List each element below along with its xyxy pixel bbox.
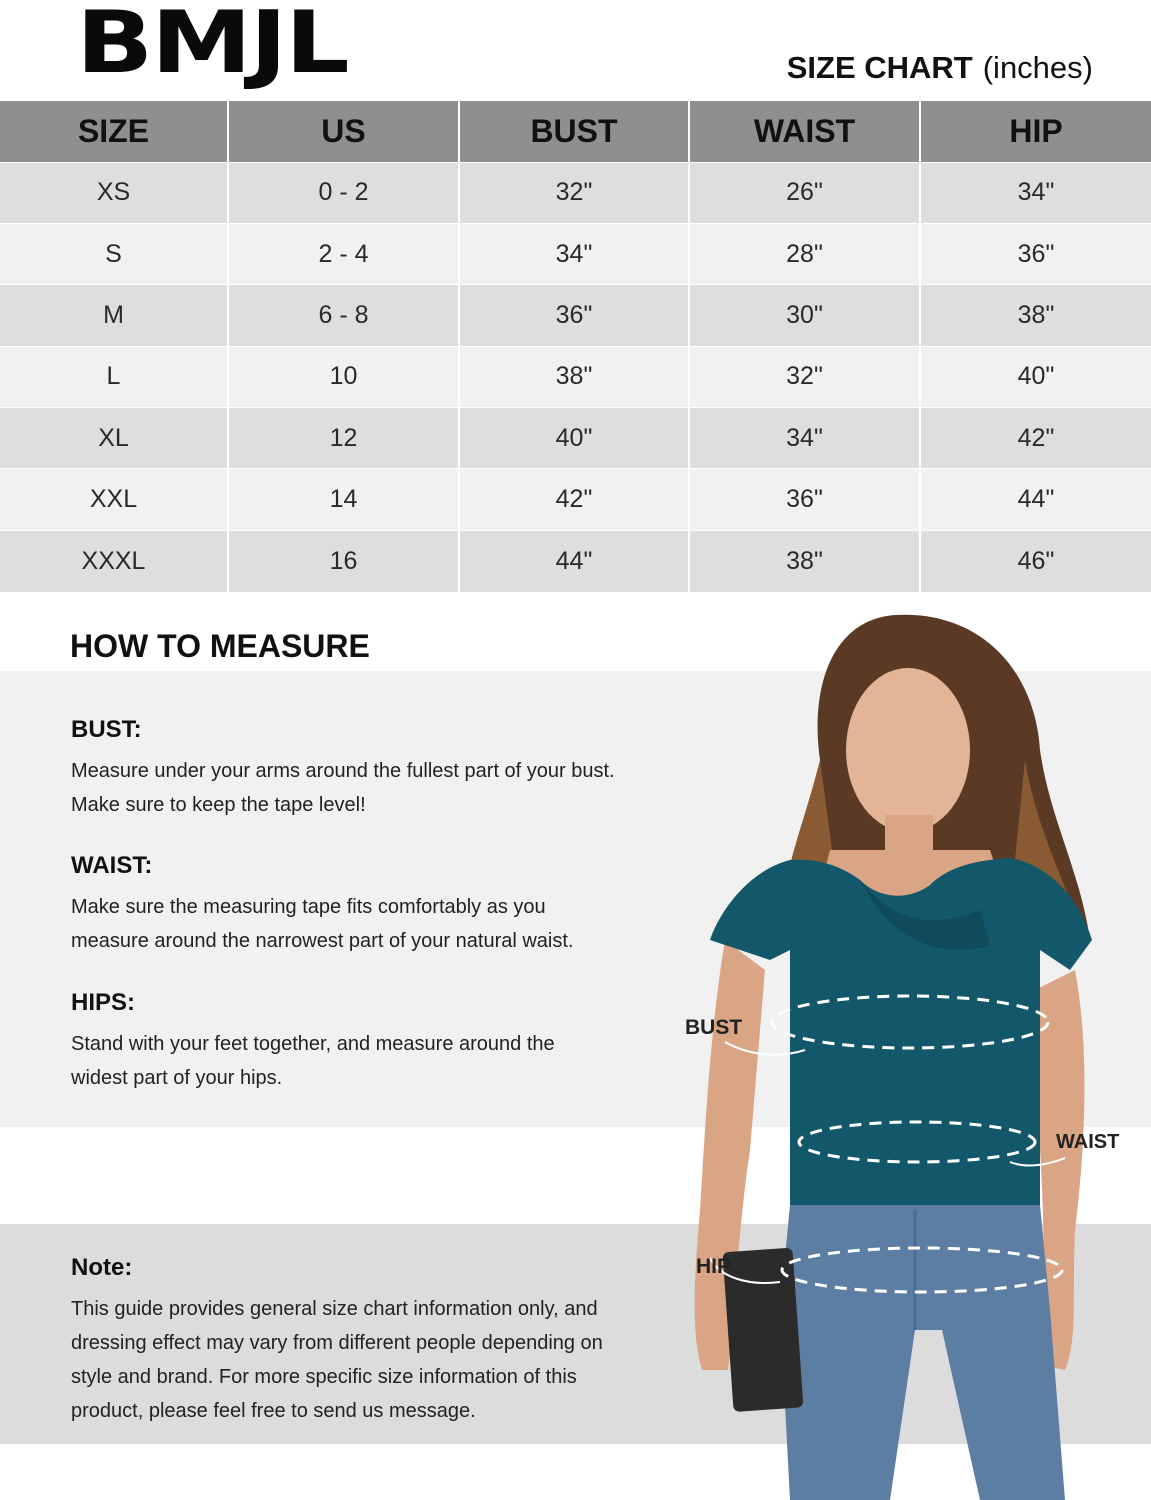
size-chart-title-text: SIZE CHART	[786, 50, 973, 85]
table-row	[0, 223, 1151, 284]
teal-top	[710, 858, 1092, 1205]
table-cell: 34"	[459, 223, 689, 284]
table-row	[0, 530, 1151, 591]
table-cell: 44"	[459, 530, 689, 591]
table-cell: 32"	[689, 346, 920, 407]
table-cell: 34"	[920, 162, 1151, 223]
waist-label: WAIST	[1056, 1131, 1120, 1153]
hips-title: HIPS:	[71, 989, 136, 1016]
table-cell: 28"	[689, 223, 920, 284]
column-header-waist: WAIST	[689, 101, 920, 162]
table-cell: 30"	[689, 285, 920, 346]
table-cell: XXXL	[0, 530, 228, 591]
size-chart-title	[787, 50, 1093, 86]
table-cell: XXL	[0, 469, 228, 530]
clutch-bag	[722, 1248, 803, 1412]
table-cell: 42"	[459, 469, 689, 530]
table-cell: L	[0, 346, 228, 407]
brand-logo: BMJL	[76, 0, 348, 93]
waist-text: Make sure the measuring tape fits comfortably as you measure around the narrowest part of your natural waist.	[71, 896, 574, 952]
hips-instructions	[71, 989, 661, 1095]
table-row	[0, 346, 1151, 407]
table-cell: 16	[228, 530, 459, 591]
bust-label: BUST	[685, 1016, 743, 1039]
note-text: This guide provides general size chart information only, and dressing effect may vary from different people depending on style and brand. For more specific size information of this product, please feel free to send us message.	[71, 1298, 603, 1422]
model-illustration	[680, 610, 1151, 1500]
note-title: Note:	[71, 1254, 133, 1281]
bust-instructions	[71, 716, 661, 822]
table-cell: 40"	[459, 408, 689, 469]
waist-instructions	[71, 852, 661, 958]
hip-label: HIP	[696, 1255, 732, 1278]
table-row	[0, 408, 1151, 469]
table-cell: 44"	[920, 469, 1151, 530]
note-block	[71, 1254, 661, 1428]
table-header-row	[0, 101, 1151, 162]
table-row	[0, 285, 1151, 346]
column-header-size: SIZE	[0, 101, 228, 162]
jeans	[780, 1205, 1065, 1500]
table-cell: 38"	[689, 530, 920, 591]
table-cell: S	[0, 223, 228, 284]
table-row	[0, 162, 1151, 223]
table-cell: 46"	[920, 530, 1151, 591]
table-cell: 12	[228, 408, 459, 469]
table-row	[0, 469, 1151, 530]
column-header-hip: HIP	[920, 101, 1151, 162]
table-cell: 26"	[689, 162, 920, 223]
table-cell: 40"	[920, 346, 1151, 407]
size-chart-unit: (inches)	[982, 50, 1093, 85]
table-cell: 6 - 8	[228, 285, 459, 346]
table-cell: 36"	[459, 285, 689, 346]
waist-title: WAIST:	[71, 852, 153, 879]
hips-text: Stand with your feet together, and measure around the widest part of your hips.	[71, 1033, 555, 1089]
column-header-bust: BUST	[459, 101, 689, 162]
table-cell: 38"	[459, 346, 689, 407]
size-table	[0, 101, 1151, 592]
table-cell: 36"	[689, 469, 920, 530]
table-cell: 14	[228, 469, 459, 530]
table-cell: XL	[0, 408, 228, 469]
table-cell: 38"	[920, 285, 1151, 346]
face-shape	[846, 668, 970, 832]
column-header-us: US	[228, 101, 459, 162]
table-cell: M	[0, 285, 228, 346]
bust-title: BUST:	[71, 716, 142, 743]
table-cell: 0 - 2	[228, 162, 459, 223]
table-cell: 10	[228, 346, 459, 407]
table-cell: XS	[0, 162, 228, 223]
table-cell: 36"	[920, 223, 1151, 284]
table-cell: 2 - 4	[228, 223, 459, 284]
bust-text: Measure under your arms around the fullest part of your bust. Make sure to keep the tape level!	[71, 760, 615, 816]
table-cell: 34"	[689, 408, 920, 469]
table-cell: 42"	[920, 408, 1151, 469]
table-cell: 32"	[459, 162, 689, 223]
how-to-measure-heading: HOW TO MEASURE	[70, 628, 370, 664]
